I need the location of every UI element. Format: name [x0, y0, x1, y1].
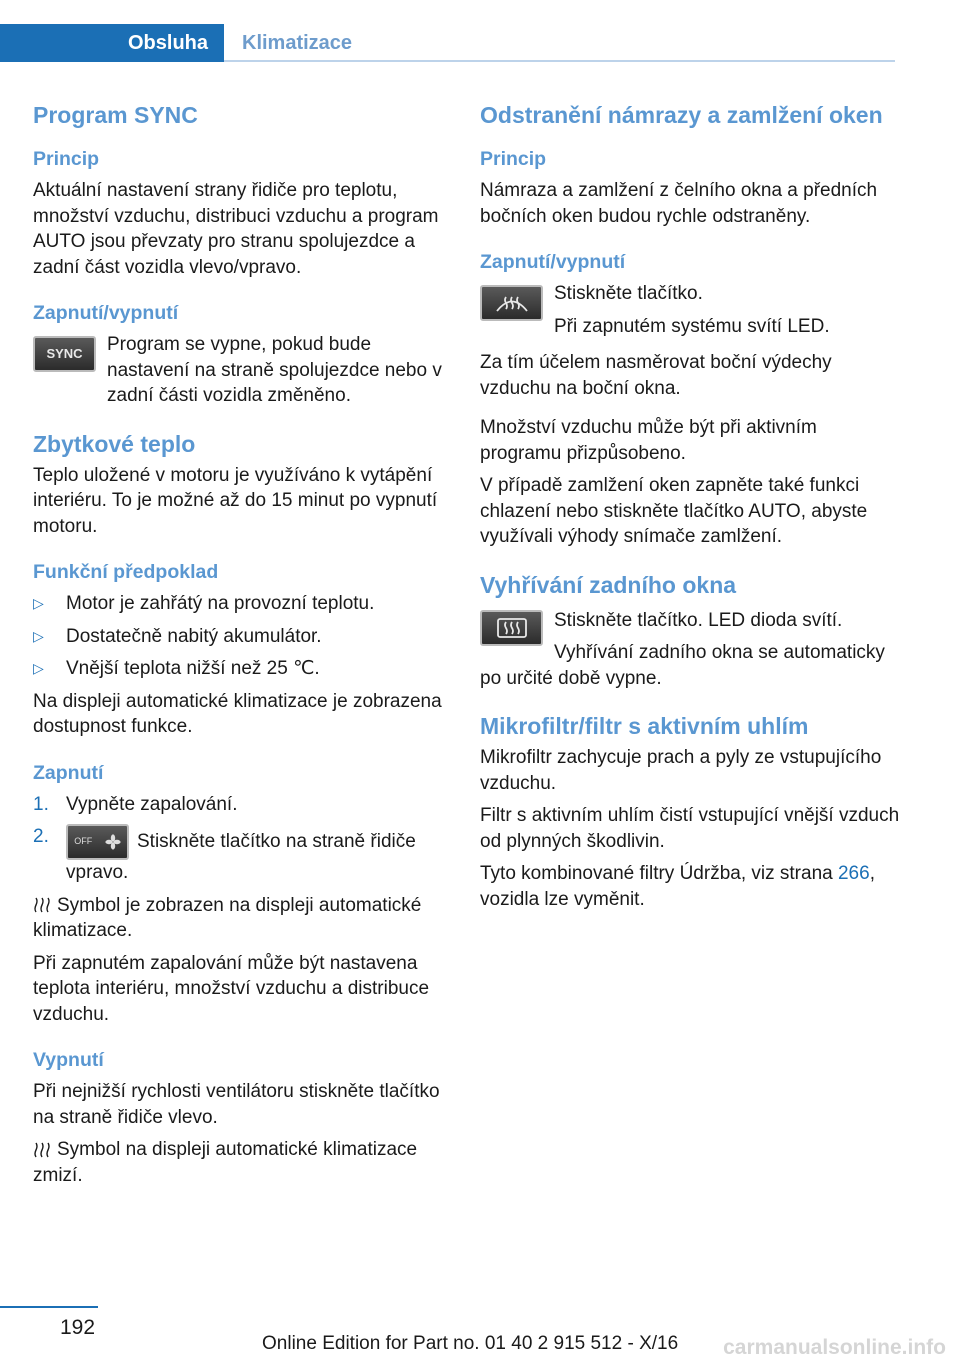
- chapter-tabbar: [0, 24, 895, 62]
- tab-obsluha[interactable]: Obsluha: [0, 24, 224, 62]
- list-item: ▷ Dostatečně nabitý akumulátor.: [33, 624, 453, 650]
- watermark: carmanualsonline.info: [723, 1336, 946, 1359]
- right-column: [480, 100, 900, 912]
- subheading-princip: Princip: [33, 148, 100, 170]
- subheading-precondition: Funkční předpoklad: [33, 561, 219, 583]
- heat-waves-icon: [33, 896, 51, 914]
- section-title-filter: Mikrofiltr/filtr s aktivním uhlím: [480, 713, 809, 739]
- section-title-defrost: Odstranění námrazy a zamlžení oken: [480, 102, 883, 128]
- windshield-defrost-button-icon: [480, 285, 543, 321]
- sync-button-icon: SYNC: [33, 336, 96, 372]
- defrost-text-3: V případě zamlžení oken zapněte také funkci chlazení nebo stiskněte tlačítko AUTO, abyste využívali výhody snímače zamlžení.: [480, 475, 868, 547]
- page-number: 192: [60, 1316, 96, 1339]
- list-item: 2. OFF Stiskněte tlačítko na straně řidiče vpravo.: [33, 826, 416, 883]
- fan-icon: [105, 834, 121, 850]
- subheading-vypnuti: Vypnutí: [33, 1049, 104, 1071]
- defrost-btn-text-2: Při zapnutém systému svítí LED.: [554, 315, 830, 337]
- list-item: ▷ Vnější teplota nižší než 25 ℃.: [33, 656, 453, 682]
- rear-window-heat-icon: [494, 617, 530, 639]
- on-settings-text: Při zapnutém zapalování může být nastavena teplota interiéru, množství vzduchu a distribuce vzduchu.: [33, 952, 430, 1025]
- rear-window-heat-button-icon: [480, 610, 543, 646]
- left-column: [33, 100, 453, 1188]
- filter-text-1: Mikrofiltr zachycuje prach a pyly ze vstupujícího vzduchu.: [480, 747, 882, 794]
- precondition-list: [33, 591, 453, 682]
- sync-principle-text: Aktuální nastavení strany řidiče pro teplotu, množství vzduchu, distribuci vzduchu a program AUTO jsou převzaty pro stranu spolujezdce a zadní část vozidla vlevo/vpravo.: [33, 180, 439, 278]
- list-item: 1. Vypněte zapalování.: [33, 793, 238, 815]
- subheading-princip: Princip: [480, 148, 547, 170]
- filter-text-3: Tyto kombinované filtry Údržba, viz strana 266, vozidla lze vyměnit.: [480, 863, 875, 910]
- windshield-defrost-icon: [494, 292, 530, 314]
- subheading-defrost-onoff: Zapnutí/vypnutí: [480, 251, 626, 273]
- section-title-residual-heat: Zbytkové teplo: [33, 430, 196, 457]
- rear-window-btn-text-1: Stiskněte tlačítko. LED dioda svítí.: [554, 609, 843, 631]
- edition-footer: Online Edition for Part no. 01 40 2 915 512 - X/16: [262, 1333, 679, 1354]
- heat-waves-icon: [33, 1141, 51, 1159]
- filter-text-2: Filtr s aktivním uhlím čistí vstupující vnější vzduch od plynných škodlivin.: [480, 805, 900, 852]
- off-text: Při nejnižší rychlosti ventilátoru stiskněte tlačítko na straně řidiče vlevo.: [33, 1081, 440, 1128]
- defrost-btn-text-1: Stiskněte tlačítko.: [554, 283, 703, 304]
- residual-heat-text: Teplo uložené v motoru je využíváno k vytápění interiéru. To je možné až do 15 minut po vypnutí motoru.: [33, 464, 438, 537]
- triangle-bullet-icon: ▷: [33, 660, 44, 676]
- triangle-bullet-icon: ▷: [33, 595, 44, 611]
- subheading-sync-onoff: Zapnutí/vypnutí: [33, 302, 179, 324]
- triangle-bullet-icon: ▷: [33, 627, 44, 644]
- defrost-text-1: Za tím účelem nasměrovat boční výdechy vzduchu na boční okna.: [480, 352, 832, 399]
- precondition-text: Na displeji automatické klimatizace je zobrazena dostupnost funkce.: [33, 690, 442, 737]
- sync-onoff-text: Program se vypne, pokud bude nastavení na straně spolujezdce nebo v zadní části vozidla změněno.: [107, 334, 442, 406]
- list-item: ▷ Motor je zahřátý na provozní teplotu.: [33, 591, 453, 617]
- subheading-zapnuti: Zapnutí: [33, 761, 104, 784]
- page-link-266[interactable]: 266: [837, 863, 870, 884]
- section-title-rear-window: Vyhřívání zadního okna: [480, 571, 737, 598]
- page-number-bar: [0, 1306, 98, 1308]
- tab-klimatizace[interactable]: Klimatizace: [242, 31, 353, 54]
- off-symbol-text: Symbol na displeji automatické klimatizace zmizí.: [33, 1139, 418, 1186]
- fan-off-button-icon: OFF: [66, 824, 129, 860]
- rear-window-button-row: [480, 608, 900, 692]
- zapnuti-steps: [33, 792, 453, 886]
- rear-window-btn-text-2: Vyhřívání zadního okna se automaticky po určité době vypne.: [480, 642, 885, 689]
- sync-button-row: [33, 332, 453, 409]
- defrost-principle-text: Námraza a zamlžení z čelního okna a předních bočních oken budou rychle odstraněny.: [480, 180, 878, 227]
- section-title-sync: Program SYNC: [33, 102, 198, 128]
- defrost-button-row: [480, 281, 900, 343]
- on-symbol-text: Symbol je zobrazen na displeji automatické klimatizace.: [33, 894, 422, 941]
- tab-underline: [224, 60, 895, 62]
- defrost-text-2: Množství vzduchu může být při aktivním programu přizpůsobeno.: [480, 417, 817, 464]
